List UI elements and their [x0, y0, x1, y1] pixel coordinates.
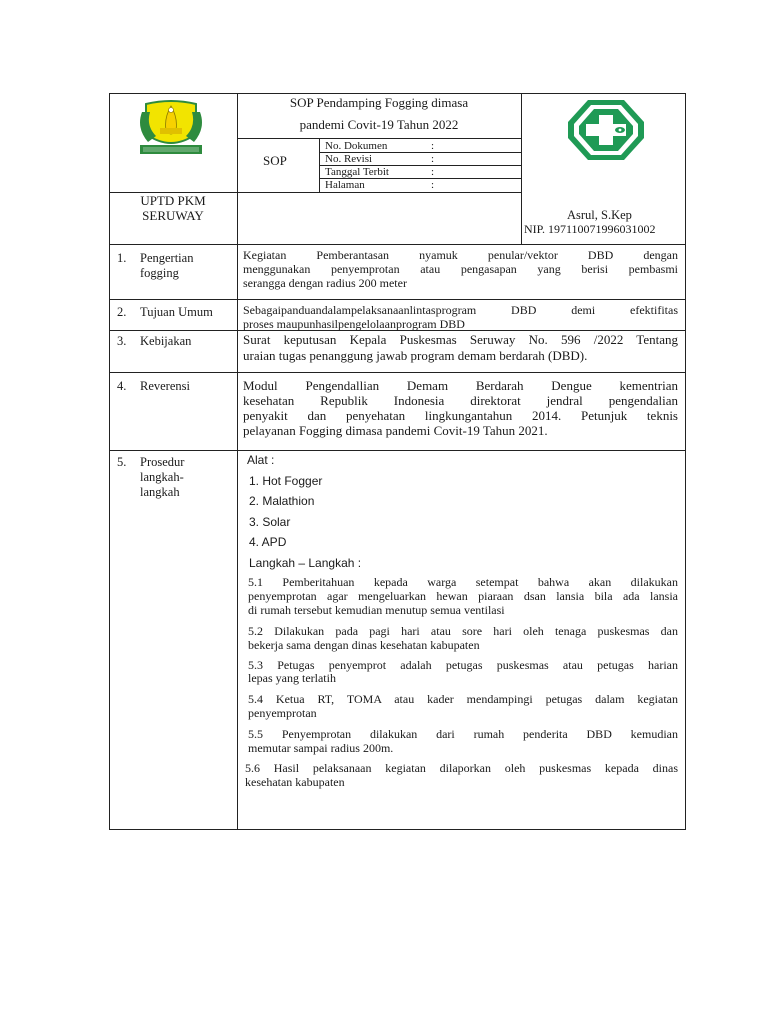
org-name-line2: SERUWAY: [142, 208, 204, 223]
section-number: 2.: [117, 305, 127, 319]
section-text-line: Modul Pengendallian Demam Berdarah Dengue kementrian: [243, 378, 678, 393]
page-label: Halaman: [325, 179, 365, 191]
section-number: 4.: [117, 379, 127, 393]
section-text-line: Surat keputusan Kepala Puskesmas Seruway No. 596 /2022 Tentang: [243, 332, 678, 347]
tool-item: 4. APD: [249, 535, 287, 549]
section-number: 3.: [117, 334, 127, 348]
step-line: lepas yang terlatih: [248, 671, 336, 685]
section-label: Tujuan Umum: [140, 305, 213, 319]
section-text-line: kesehatan Republik Indonesia direktorat jendral pengendalian: [243, 393, 678, 408]
step-line: di rumah tersebut kemudian menutup semua ventilasi: [248, 603, 505, 617]
document-title-line2: pandemi Covit-19 Tahun 2022: [299, 117, 459, 132]
page-sep: :: [431, 179, 435, 191]
regency-emblem-logo: [130, 98, 212, 160]
section-text-line: proses maupunhasilpengelolaanprogram DBD: [243, 317, 465, 331]
section-text-line: Sebagaipanduandalampelaksanaanlintasprogram DBD demi efektifitas: [243, 303, 678, 317]
section-number: 1.: [117, 251, 127, 265]
step-line: bekerja sama dengan dinas kesehatan kabupaten: [248, 638, 480, 652]
step-line: 5.4 Ketua RT, TOMA atau kader mendampingi petugas dalam kegiatan: [248, 692, 678, 706]
doc-revision-sep: :: [431, 153, 435, 165]
section-text-line: menggunakan penyemprotan atau pengasapan yang berisi pembasmi: [243, 262, 678, 276]
sop-label: SOP: [263, 153, 287, 168]
issue-date-sep: :: [431, 166, 435, 178]
section-text-line: penyakit dan penyehatan lingkungantahun 2014. Petunjuk teknis: [243, 408, 678, 423]
document-title-line1: SOP Pendamping Fogging dimasa: [289, 95, 469, 110]
doc-number-label: No. Dokumen: [325, 140, 388, 152]
signatory-name: Asrul, S.Kep: [567, 208, 632, 222]
tool-item: 3. Solar: [249, 515, 291, 529]
section-label: Prosedur: [140, 455, 185, 469]
doc-revision-label: No. Revisi: [325, 153, 373, 165]
puskesmas-logo: [566, 98, 646, 162]
section-text-line: pelayanan Fogging dimasa pandemi Covit-19 Tahun 2021.: [243, 423, 548, 438]
tools-title: Alat :: [247, 453, 275, 467]
section-text-line: serangga dengan radius 200 meter: [243, 276, 407, 290]
step-line: kesehatan kabupaten: [245, 775, 345, 789]
section-text-line: Kegiatan Pemberantasan nyamuk penular/vektor DBD dengan: [243, 248, 678, 262]
step-line: 5.6 Hasil pelaksanaan kegiatan dilaporkan oleh puskesmas kepada dinas: [245, 761, 678, 775]
tool-item: 2. Malathion: [249, 494, 315, 508]
section-label: Pengertian: [140, 251, 194, 265]
step-line: 5.5 Penyemprotan dilakukan dari rumah penderita DBD kemudian: [248, 727, 678, 741]
signatory-nip: NIP. 197110071996031002: [524, 222, 656, 236]
step-line: penyemprotan: [248, 706, 317, 720]
section-label: langkah: [140, 485, 180, 499]
step-line: 5.1 Pemberitahuan kepada warga setempat bahwa akan dilakukan: [248, 575, 678, 589]
section-label: fogging: [140, 266, 179, 280]
issue-date-label: Tanggal Terbit: [325, 166, 389, 178]
section-text-line: uraian tugas penanggung jawab program demam berdarah (DBD).: [243, 348, 588, 363]
org-name-line1: UPTD PKM: [140, 193, 206, 208]
section-label: Reverensi: [140, 379, 190, 393]
section-label: langkah-: [140, 470, 184, 484]
steps-title: Langkah – Langkah :: [249, 556, 362, 570]
step-line: penyemprotan agar mengeluarkan hewan piaraan dsan lansia bila ada lansia: [248, 589, 678, 603]
doc-number-sep: :: [431, 140, 435, 152]
section-label: Kebijakan: [140, 334, 192, 348]
step-line: 5.2 Dilakukan pada pagi hari atau sore hari oleh tenaga puskesmas dan: [248, 624, 678, 638]
tool-item: 1. Hot Fogger: [249, 474, 323, 488]
section-number: 5.: [117, 455, 127, 469]
step-line: 5.3 Petugas penyemprot adalah petugas puskesmas atau petugas harian: [248, 658, 678, 672]
step-line: memutar sampai radius 200m.: [248, 741, 394, 755]
